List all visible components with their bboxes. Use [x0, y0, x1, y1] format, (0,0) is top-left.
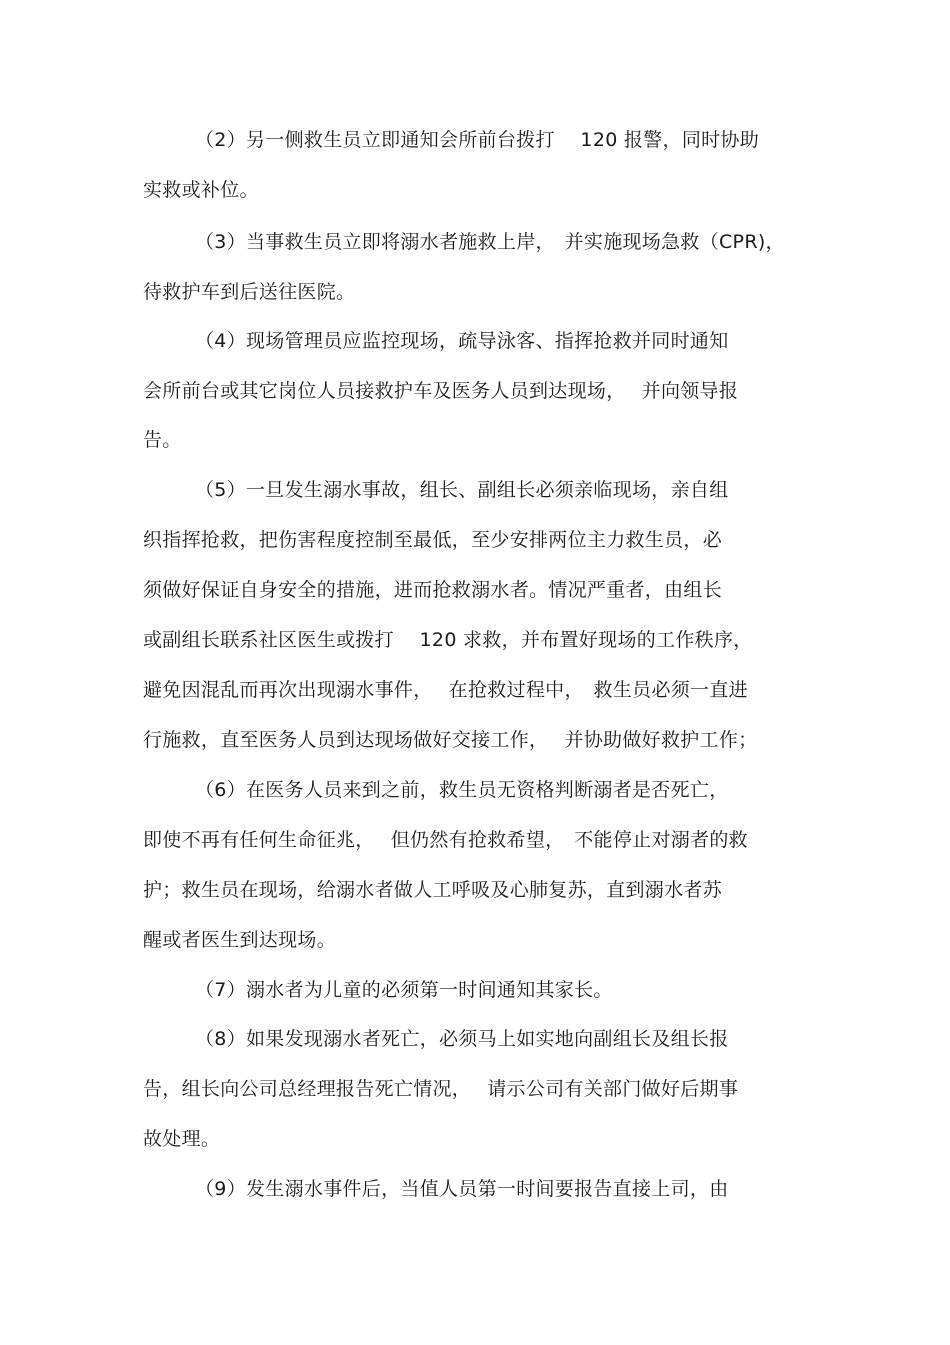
text-line-7: 告。	[143, 429, 182, 451]
text-line-2: 实救或补位。	[143, 179, 259, 201]
text-line-19: （8）如果发现溺水者死亡，必须马上如实地向副组长及组长报	[195, 1028, 729, 1050]
text-line-3: （3）当事救生员立即将溺水者施救上岸， 并实施现场急救（CPR)，	[195, 231, 785, 253]
text-line-15: 即使不再有任何生命征兆， 但仍然有抢救希望， 不能停止对溺者的救	[143, 829, 748, 851]
text-line-18: （7）溺水者为儿童的必须第一时间通知其家长。	[195, 979, 613, 1001]
text-line-9: 织指挥抢救，把伤害程度控制至最低，至少安排两位主力救生员，必	[143, 529, 723, 551]
text-line-14: （6）在医务人员来到之前，救生员无资格判断溺者是否死亡，	[195, 779, 729, 801]
text-line-12: 避免因混乱而再次出现溺水事件， 在抢救过程中， 救生员必须一直进	[143, 679, 748, 701]
text-line-13: 行施救，直至医务人员到达现场做好交接工作， 并协助做好救护工作；	[143, 729, 758, 751]
text-line-20: 告，组长向公司总经理报告死亡情况， 请示公司有关部门做好后期事	[143, 1078, 739, 1100]
text-line-22: （9）发生溺水事件后，当值人员第一时间要报告直接上司，由	[195, 1178, 729, 1200]
text-line-11: 或副组长联系社区医生或拨打 120 求救，并布置好现场的工作秩序，	[143, 629, 753, 651]
text-line-8: （5）一旦发生溺水事故，组长、副组长必须亲临现场，亲自组	[195, 479, 729, 501]
text-line-10: 须做好保证自身安全的措施，进而抢救溺水者。情况严重者，由组长	[143, 579, 723, 601]
text-line-6: 会所前台或其它岗位人员接救护车及医务人员到达现场， 并向领导报	[143, 380, 739, 402]
text-line-1: （2）另一侧救生员立即通知会所前台拨打 120 报警，同时协助	[195, 129, 760, 151]
text-line-21: 故处理。	[143, 1128, 221, 1150]
text-line-4: 待救护车到后送往医院。	[143, 281, 356, 303]
text-line-17: 醒或者医生到达现场。	[143, 929, 337, 951]
text-line-16: 护；救生员在现场，给溺水者做人工呼吸及心肺复苏，直到溺水者苏	[143, 879, 723, 901]
text-line-5: （4）现场管理员应监控现场，疏导泳客、指挥抢救并同时通知	[195, 330, 729, 352]
